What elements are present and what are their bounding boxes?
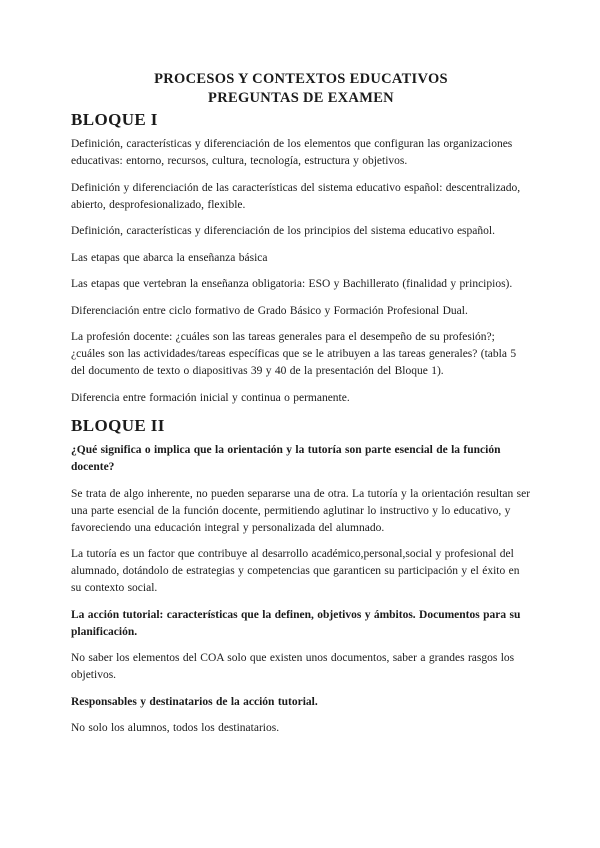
paragraph: Diferenciación entre ciclo formativo de Grado Básico y Formación Profesional Dual. [71, 304, 468, 317]
section-heading-bloque-2: BLOQUE II [71, 416, 165, 435]
paragraph: Definición y diferenciación de las características del sistema educativo español: descentralizado, abierto, desprofesionalizado, flexible. [71, 181, 521, 211]
paragraph: Definición, características y diferenciación de los principios del sistema educativo español. [71, 225, 495, 237]
paragraph-question-bold: ¿Qué significa o implica que la orientación y la tutoría son parte esencial de la función docente? [71, 444, 501, 473]
paragraph-question-bold: La acción tutorial: características que la definen, objetivos y ámbitos. Documentos para su planificación. [71, 608, 521, 638]
paragraph: No saber los elementos del COA solo que existen unos documentos, saber a grandes rasgos los objetivos. [71, 652, 515, 681]
paragraph: Definición, características y diferenciación de los elementos que configuran las organizaciones educativas: entorno, recursos, cultura, tecnología, estructura y objetivos. [71, 138, 513, 167]
paragraph: Las etapas que abarca la enseñanza básica [71, 251, 268, 264]
section-heading-bloque-1: BLOQUE I [71, 110, 158, 129]
document-title-line-1: PROCESOS Y CONTEXTOS EDUCATIVOS [154, 71, 448, 87]
paragraph: No solo los alumnos, todos los destinatarios. [71, 722, 280, 734]
document-content [71, 70, 531, 747]
paragraph-question-bold: Responsables y destinatarios de la acción tutorial. [71, 695, 318, 708]
paragraph: Se trata de algo inherente, no pueden separarse una de otra. La tutoría y la orientación resultan ser una parte esencial de la función docente, permitiendo aglutinar lo instructivo y lo educativo, y favoreciendo una educación integral y personalizada del alumnado. [71, 487, 531, 534]
paragraph: Diferencia entre formación inicial y continua o permanente. [71, 391, 350, 404]
document-title-line-2: PREGUNTAS DE EXAMEN [208, 90, 394, 106]
paragraph: La tutoría es un factor que contribuye al desarrollo académico,personal,social y profesional del alumnado, dotándolo de estrategias y competencias que garanticen su participación y el éxito en su contexto social. [71, 548, 520, 594]
paragraph: La profesión docente: ¿cuáles son las tareas generales para el desempeño de su profesión?; ¿cuáles son las actividades/tareas específicas que se le atribuyen a las tareas generales? (tabla 5 del documento de texto o diapositivas 39 y 40 de la presentación del Bloque 1). [71, 331, 517, 377]
paragraph: Las etapas que vertebran la enseñanza obligatoria: ESO y Bachillerato (finalidad y principios). [71, 278, 513, 290]
